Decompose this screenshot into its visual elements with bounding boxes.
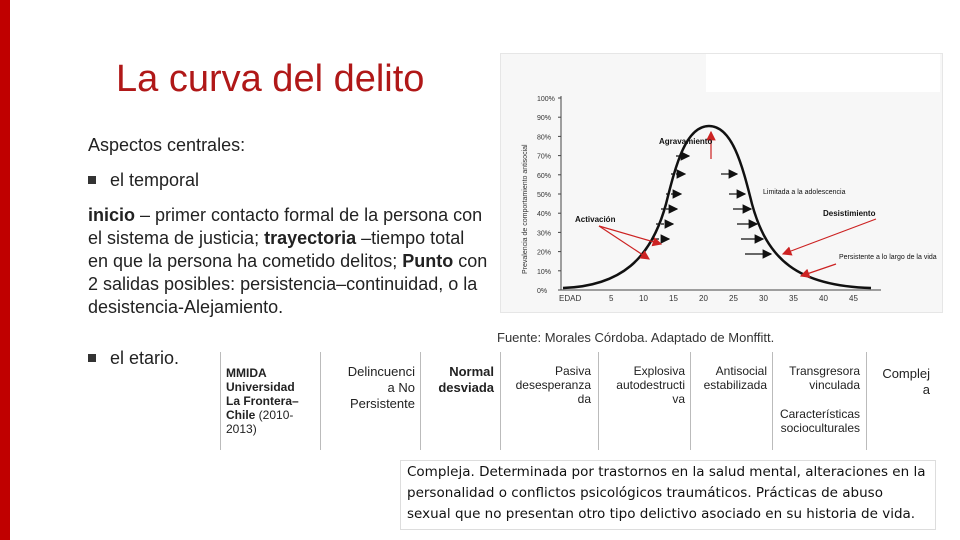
source-caption: Fuente: Morales Córdoba. Adaptado de Monffitt. [497,330,775,345]
mmida-label: MMIDA [226,366,267,380]
x-tick-label: 20 [699,294,708,303]
label-activacion: Activación [575,215,616,224]
col-mmida [226,366,312,436]
frontera-label: La Frontera– [226,394,299,408]
punto-text: con 2 salidas posibles: persistencia–continuidad, o la desistencia-Alejamiento. [88,251,488,317]
trayectoria-text: –tiempo total en que la persona ha cometido delitos; [88,228,465,271]
label-agravamiento: Agravamiento [659,137,713,146]
col-transgresora: Transgresora vinculada [789,364,860,392]
chile-years-line [226,408,312,436]
y-tick-label: 30% [537,230,552,238]
y-tick-label: 60% [537,172,552,180]
x-tick-label: 25 [729,294,738,303]
universidad-label: Universidad [226,380,295,394]
divider-2 [320,352,321,450]
compleja-note: Compleja. Determinada por trastornos en la salud mental, alteraciones en la personalidad o conflictos psicológicos traumáticos. Prácticas de abuso sexual que no presentan otro tipo delictivo asociado en su historia de vida. [400,460,936,530]
y-tick-label: 50% [537,192,552,199]
col-compleja: Complej a [882,366,930,397]
divider-1 [220,352,221,450]
bullet-etario-text: el etario. [110,348,180,368]
label-limitada [763,189,846,196]
x-tick-label: 5 [609,294,614,303]
x-tick-label: EDAD [559,294,582,303]
label-desistimiento: Desistimiento [823,209,876,218]
x-tick-label: 15 [669,294,678,303]
label-persistente: Persistente a lo largo de la vida [839,254,937,261]
rising-arrows [651,156,689,239]
col-explosiva: Explosiva autodestructi va [616,364,685,406]
chart-cover-box [706,54,940,92]
divider-3 [420,352,421,450]
y-tick-label: 70% [537,153,552,161]
crime-curve-svg [501,54,942,312]
col-caracteristicas: Características socioculturales [779,407,860,435]
accent-bar [0,0,10,540]
x-tick-label: 30 [759,294,768,303]
aspects-heading: Aspectos centrales: [88,135,246,155]
x-tick-label: 45 [849,294,858,303]
divider-7 [772,352,773,450]
col-normal: Normal desviada [438,364,494,395]
bullet-temporal [88,169,488,192]
falling-arrows [721,174,771,254]
crime-curve-chart [500,53,943,313]
chart-ylabel: Prevalencia de comportamiento antisocial [522,144,529,274]
punto-label: Punto [402,251,454,271]
bullet-square-icon [88,176,96,184]
y-tick-label: 0% [537,288,548,295]
slide-title: La curva del delito [116,58,425,100]
crime-curve-line [563,126,871,288]
y-tick-label: 20% [537,249,552,257]
col-delincuencia: Delincuenci a No Persistente [347,364,415,411]
divider-6 [690,352,691,450]
col-pasiva: Pasiva desesperanza da [515,364,591,406]
inicio-label: inicio [88,205,136,225]
y-tick-label: 40% [537,211,552,219]
y-tick-label: 90% [537,115,552,123]
divider-8 [866,352,867,450]
divider-5 [598,352,599,450]
x-tick-label: 35 [789,294,798,303]
y-tick-label: 100% [537,96,555,103]
x-tick-label: 40 [819,294,828,303]
col-antisocial: Antisocial estabilizada [703,364,767,392]
bullet-square-icon [88,354,96,362]
years-label: (2010-2013) [226,408,294,436]
y-tick-label: 80% [537,134,552,142]
bullet-temporal-text: el temporal [110,170,200,190]
x-tick-label: 10 [639,294,648,303]
chile-label: Chile [226,408,256,422]
label-limitada-text: Limitada a la adolescencia [763,189,846,196]
bullet-etario [88,348,179,369]
trayectoria-label: trayectoria [264,228,357,248]
inicio-text: – primer contacto formal de la persona con el sistema de justicia; [88,205,483,248]
y-tick-label: 10% [537,268,552,276]
body-text [88,134,488,332]
definition-paragraph [88,204,488,319]
divider-4 [500,352,501,450]
